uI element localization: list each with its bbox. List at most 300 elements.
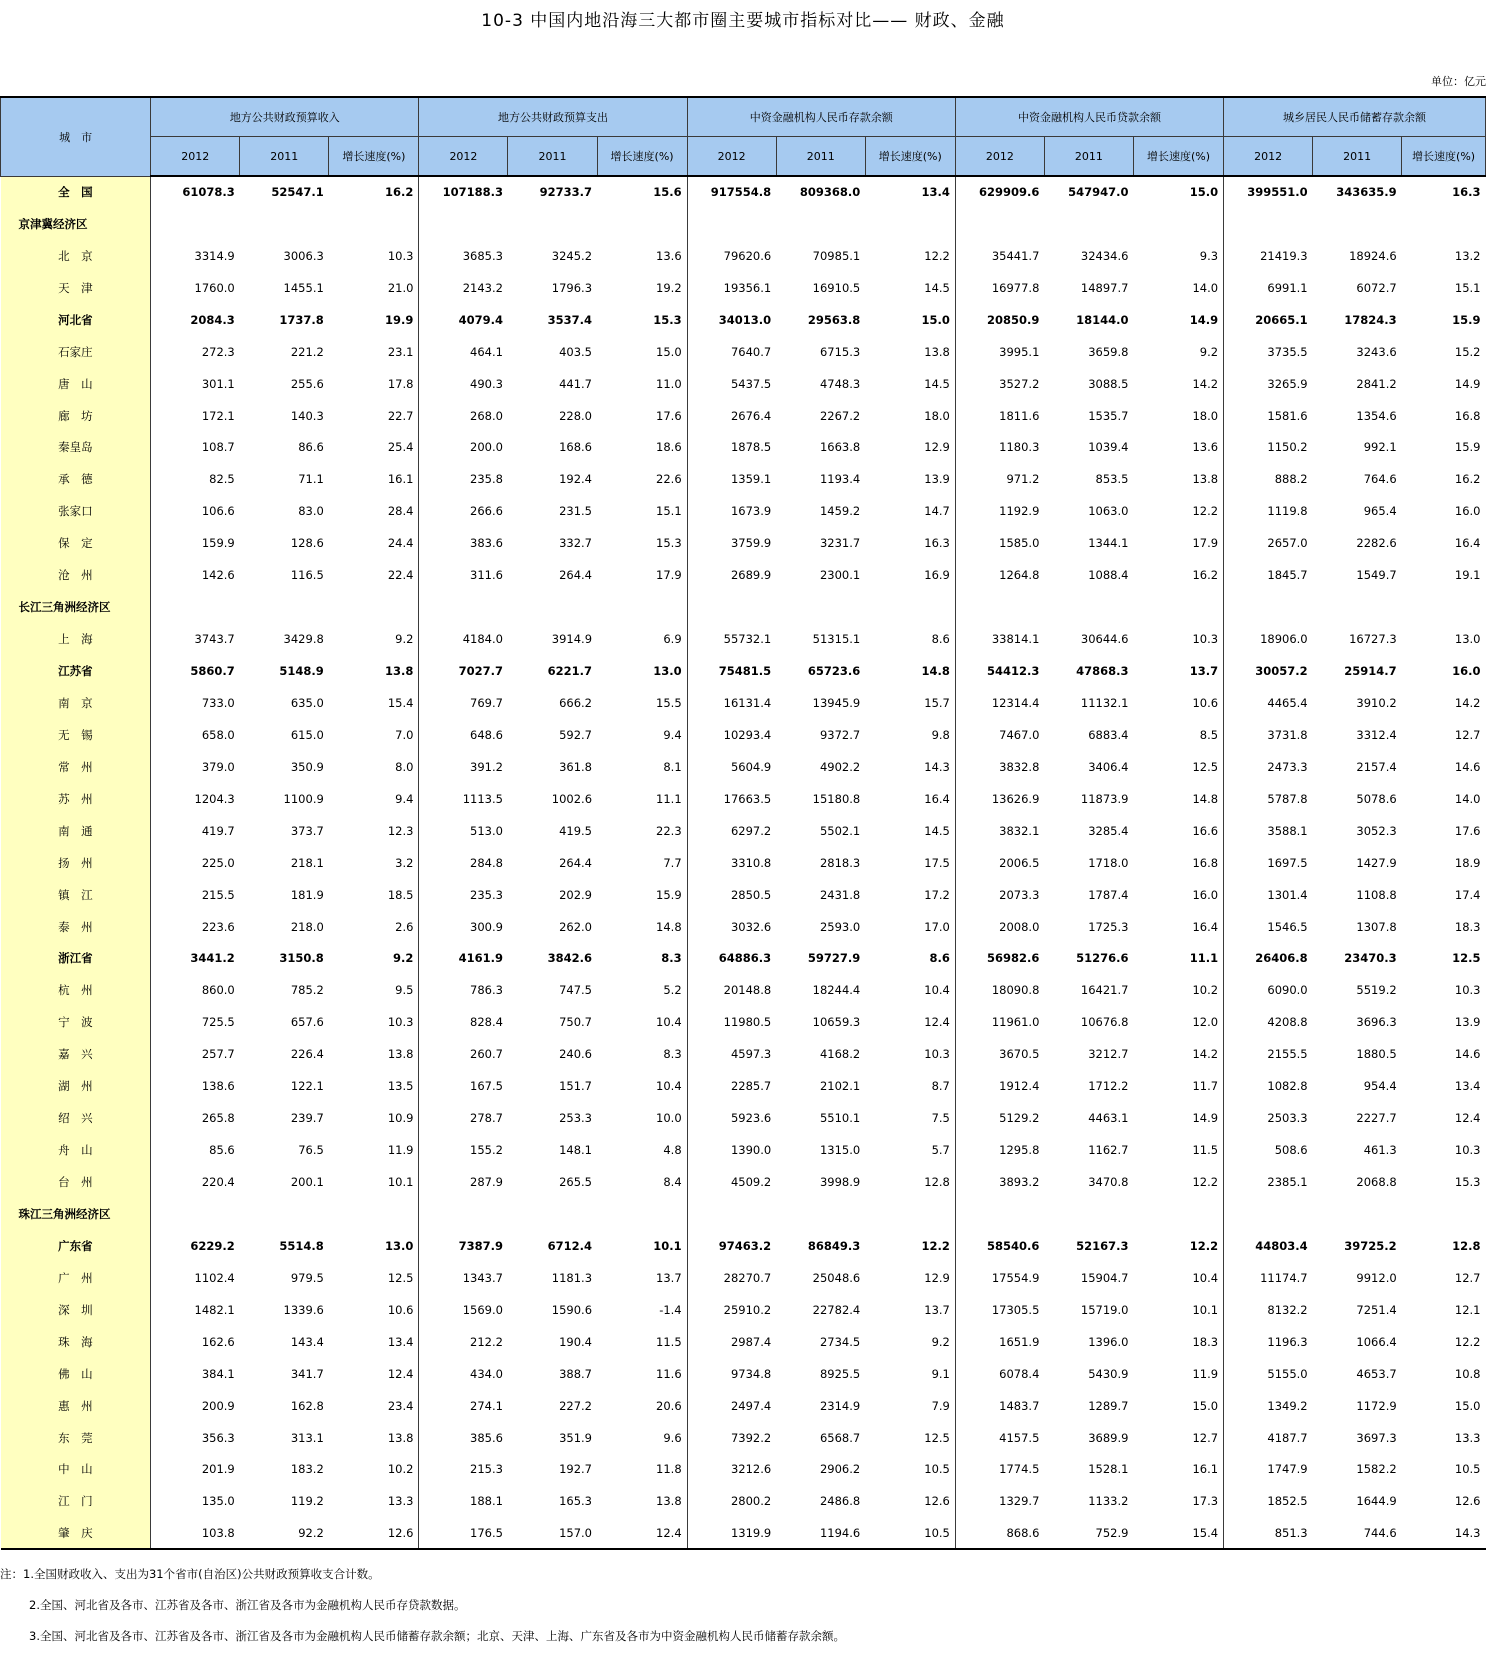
value-cell: 1192.9: [999, 504, 1040, 519]
subheader-cell: 2011: [240, 137, 329, 177]
value-cell: 2282.6: [1356, 536, 1397, 551]
value-cell: 9.2: [329, 623, 419, 655]
value-cell: 9912.0: [1356, 1270, 1397, 1285]
note-3: 3.全国、河北省及各市、江苏省及各市、浙江省及各市为金融机构人民币储蓄存款余额；北京、天津、上海、广东省及各市为中资金融机构人民币储蓄存款余额。: [29, 1629, 845, 1643]
value-cell: 20665.1: [1255, 312, 1308, 327]
value-cell: 3832.8: [999, 759, 1040, 774]
value-cell: 2300.1: [819, 568, 861, 583]
value-cell: 1172.9: [1356, 1398, 1397, 1413]
value-cell: 4597.3: [730, 1047, 772, 1062]
value-cell: 6568.7: [819, 1430, 861, 1445]
value-cell: [1133, 1198, 1223, 1230]
value-cell: 12.6: [329, 1517, 419, 1549]
row-label: 南 通: [1, 815, 151, 847]
subheader-cell: 2012: [1224, 137, 1313, 177]
value-cell: 2227.7: [1356, 1111, 1397, 1126]
value-cell: 4465.4: [1267, 695, 1308, 710]
value-cell: 10.8: [1454, 1366, 1481, 1381]
value-cell: 20148.8: [723, 983, 772, 998]
value-cell: 260.7: [470, 1047, 503, 1062]
value-cell: 255.6: [290, 376, 324, 391]
value-cell: 33814.1: [991, 632, 1040, 647]
value-cell: 1319.9: [687, 1517, 776, 1549]
value-cell: 5129.2: [999, 1111, 1040, 1126]
value-cell: 1359.1: [730, 472, 772, 487]
value-cell: 3731.8: [1267, 727, 1308, 742]
value-cell: 18244.4: [812, 983, 861, 998]
value-cell: 13.5: [329, 1070, 419, 1102]
value-cell: 4463.1: [1088, 1111, 1129, 1126]
value-cell: 14.2: [1133, 1038, 1223, 1070]
value-cell: 9.2: [329, 943, 419, 975]
value-cell: 1852.5: [1267, 1494, 1308, 1509]
value-cell: 8.3: [597, 943, 687, 975]
value-cell: [776, 1198, 865, 1230]
value-cell: 786.3: [470, 983, 503, 998]
value-cell: 1181.3: [551, 1270, 593, 1285]
value-cell: 1133.2: [1088, 1494, 1129, 1509]
value-cell: 5430.9: [1088, 1366, 1129, 1381]
value-cell: 5860.7: [190, 664, 235, 679]
value-cell: [419, 1198, 508, 1230]
value-cell: 16.1: [1133, 1454, 1223, 1486]
row-label: 无 锡: [1, 719, 151, 751]
value-cell: 28270.7: [723, 1270, 772, 1285]
value-cell: 1344.1: [1088, 536, 1129, 551]
value-cell: 8.6: [865, 623, 955, 655]
city-column-header: 城 市: [1, 97, 151, 176]
page-title: 10-3 中国内地沿海三大都市圈主要城市指标对比—— 财政、金融: [481, 11, 1005, 31]
subheader-cell: 2012: [419, 137, 508, 177]
value-cell: 1549.7: [1356, 568, 1397, 583]
value-cell: 51276.6: [1076, 951, 1129, 966]
row-label: 承 德: [1, 463, 151, 495]
value-cell: 3689.9: [1088, 1430, 1129, 1445]
value-cell: 10.3: [1133, 623, 1223, 655]
value-cell: 192.7: [559, 1462, 593, 1477]
value-cell: 1307.8: [1356, 919, 1397, 934]
value-cell: 3150.8: [279, 951, 324, 966]
table-row: [1, 1134, 1486, 1166]
value-cell: 11.8: [597, 1454, 687, 1486]
value-cell: 75481.5: [718, 664, 772, 679]
value-cell: 12.2: [1133, 1166, 1223, 1198]
table-row: [1, 879, 1486, 911]
value-cell: 10.0: [597, 1102, 687, 1134]
value-cell: 272.3: [201, 344, 235, 359]
value-cell: 17.9: [1133, 527, 1223, 559]
value-cell: 12.9: [865, 432, 955, 464]
value-cell: 7467.0: [999, 727, 1040, 742]
value-cell: 16.3: [865, 527, 955, 559]
value-cell: 361.8: [559, 759, 593, 774]
value-cell: 6712.4: [547, 1238, 593, 1253]
value-cell: [151, 208, 240, 240]
value-cell: 383.6: [470, 536, 503, 551]
value-cell: [1224, 208, 1313, 240]
value-cell: 266.6: [470, 504, 503, 519]
value-cell: 1289.7: [1088, 1398, 1129, 1413]
value-cell: 888.2: [1274, 472, 1308, 487]
value-cell: 12.4: [329, 1358, 419, 1390]
value-cell: 1725.3: [1088, 919, 1129, 934]
value-cell: 3088.5: [1088, 376, 1129, 391]
value-cell: 750.7: [559, 1015, 593, 1030]
value-cell: 264.4: [559, 855, 593, 870]
table-row: [1, 400, 1486, 432]
value-cell: 225.0: [201, 855, 235, 870]
value-cell: 221.2: [290, 344, 324, 359]
table-row: [1, 974, 1486, 1006]
value-cell: 12.4: [1454, 1111, 1481, 1126]
value-cell: 12.5: [329, 1262, 419, 1294]
value-cell: 22.6: [597, 463, 687, 495]
value-cell: 12.5: [1452, 951, 1481, 966]
value-cell: 1301.4: [1267, 887, 1308, 902]
value-cell: 13.8: [597, 1485, 687, 1517]
value-cell: 2267.2: [819, 408, 861, 423]
value-cell: [955, 1198, 1044, 1230]
value-cell: 22.3: [597, 815, 687, 847]
value-cell: 13.9: [865, 463, 955, 495]
zone-row: [1, 591, 1486, 623]
value-cell: 1581.6: [1267, 408, 1308, 423]
value-cell: 3696.3: [1356, 1015, 1397, 1030]
row-label: 唐 山: [1, 368, 151, 400]
table-row: [1, 1517, 1486, 1549]
value-cell: 2734.5: [819, 1334, 861, 1349]
value-cell: 143.4: [290, 1334, 324, 1349]
value-cell: 3995.1: [999, 344, 1040, 359]
value-cell: 8.5: [1133, 719, 1223, 751]
value-cell: 1162.7: [1088, 1143, 1129, 1158]
row-label: 廊 坊: [1, 400, 151, 432]
value-cell: 391.2: [470, 759, 503, 774]
value-cell: 16.2: [329, 176, 419, 208]
value-cell: 13626.9: [991, 791, 1040, 806]
value-cell: 1546.5: [1267, 919, 1308, 934]
value-cell: 7640.7: [730, 344, 772, 359]
value-cell: 15180.8: [812, 791, 861, 806]
value-cell: 1193.4: [819, 472, 861, 487]
value-cell: 13.8: [1133, 463, 1223, 495]
value-cell: 14897.7: [1080, 280, 1129, 295]
value-cell: 59727.9: [807, 951, 861, 966]
value-cell: 2008.0: [999, 919, 1040, 934]
value-cell: 15.0: [1454, 1398, 1481, 1413]
value-cell: 16.2: [1133, 559, 1223, 591]
value-cell: 658.0: [201, 727, 235, 742]
value-cell: 13.4: [1454, 1079, 1481, 1094]
value-cell: 1796.3: [551, 280, 593, 295]
value-cell: 12.2: [1133, 495, 1223, 527]
value-cell: 461.3: [1363, 1143, 1397, 1158]
value-cell: 3537.4: [547, 312, 593, 327]
value-cell: 20.6: [597, 1390, 687, 1422]
value-cell: 10.4: [597, 1006, 687, 1038]
value-cell: 264.4: [559, 568, 593, 583]
value-cell: 15.9: [1454, 440, 1481, 455]
table-row: [1, 1038, 1486, 1070]
value-cell: [240, 1198, 329, 1230]
value-cell: [1402, 591, 1486, 623]
value-cell: 14.8: [1133, 783, 1223, 815]
value-cell: 868.6: [955, 1517, 1044, 1549]
value-cell: 4509.2: [730, 1175, 772, 1190]
value-cell: 343635.9: [1336, 185, 1397, 200]
value-cell: 10.9: [329, 1102, 419, 1134]
value-cell: 10.4: [597, 1070, 687, 1102]
value-cell: 14.3: [865, 751, 955, 783]
value-cell: 6072.7: [1356, 280, 1397, 295]
value-cell: 202.9: [559, 887, 593, 902]
value-cell: 2068.8: [1356, 1175, 1397, 1190]
value-cell: 8.3: [597, 1038, 687, 1070]
value-cell: 12.6: [1454, 1494, 1481, 1509]
value-cell: [508, 591, 597, 623]
value-cell: 18.9: [1454, 855, 1481, 870]
value-cell: 11.1: [1133, 943, 1223, 975]
value-cell: 16131.4: [723, 695, 772, 710]
table-row: [1, 623, 1486, 655]
value-cell: 3285.4: [1088, 823, 1129, 838]
value-cell: 11873.9: [1080, 791, 1129, 806]
value-cell: 1180.3: [999, 440, 1040, 455]
value-cell: 19.9: [329, 304, 419, 336]
value-cell: 14.5: [865, 815, 955, 847]
value-cell: 192.4: [559, 472, 593, 487]
table-body: [1, 176, 1486, 1549]
value-cell: 235.3: [470, 887, 503, 902]
value-cell: 8925.5: [819, 1366, 861, 1381]
value-cell: 2503.3: [1267, 1111, 1308, 1126]
value-cell: 5.2: [597, 974, 687, 1006]
value-cell: 86849.3: [807, 1238, 861, 1253]
value-cell: 388.7: [559, 1366, 593, 1381]
value-cell: 3893.2: [999, 1175, 1040, 1190]
table-row: [1, 559, 1486, 591]
value-cell: 5078.6: [1356, 791, 1397, 806]
value-cell: 155.2: [470, 1143, 503, 1158]
value-cell: 16.8: [1133, 847, 1223, 879]
value-cell: 301.1: [201, 376, 235, 391]
value-cell: [687, 208, 776, 240]
value-cell: 12.6: [865, 1485, 955, 1517]
value-cell: 215.3: [470, 1462, 503, 1477]
value-cell: 3265.9: [1267, 376, 1308, 391]
value-cell: 3310.8: [730, 855, 772, 870]
value-cell: 828.4: [470, 1015, 503, 1030]
value-cell: 1787.4: [1088, 887, 1129, 902]
value-cell: [955, 591, 1044, 623]
value-cell: 28.4: [329, 495, 419, 527]
value-cell: 19.2: [597, 272, 687, 304]
value-cell: 16.4: [865, 783, 955, 815]
value-cell: 18.6: [597, 432, 687, 464]
value-cell: 13.8: [329, 655, 419, 687]
header-revenue: 地方公共财政预算收入: [151, 97, 419, 137]
value-cell: 1845.7: [1267, 568, 1308, 583]
value-cell: 15.6: [597, 176, 687, 208]
value-cell: 5148.9: [279, 664, 324, 679]
value-cell: 18090.8: [991, 983, 1040, 998]
value-cell: [1044, 591, 1133, 623]
value-cell: 764.6: [1363, 472, 1397, 487]
value-cell: 3245.2: [551, 248, 593, 263]
value-cell: 65723.6: [807, 664, 861, 679]
value-cell: 1644.9: [1356, 1494, 1397, 1509]
value-cell: 10.3: [1454, 983, 1481, 998]
subheader-cell: 增长速度(%): [1133, 137, 1223, 177]
value-cell: 15.9: [1452, 312, 1481, 327]
subheader-cell: 增长速度(%): [1402, 137, 1486, 177]
value-cell: 8.6: [865, 943, 955, 975]
value-cell: 12.8: [1452, 1238, 1481, 1253]
value-cell: 18.0: [1133, 400, 1223, 432]
value-cell: 379.0: [201, 759, 235, 774]
value-cell: 2906.2: [819, 1462, 861, 1477]
row-label: 绍 兴: [1, 1102, 151, 1134]
table-row: [1, 1358, 1486, 1390]
value-cell: 13.6: [597, 240, 687, 272]
value-cell: -1.4: [597, 1294, 687, 1326]
value-cell: 11.9: [1133, 1358, 1223, 1390]
value-cell: 385.6: [470, 1430, 503, 1445]
value-cell: 265.5: [559, 1175, 593, 1190]
value-cell: 3998.9: [819, 1175, 861, 1190]
value-cell: 257.7: [201, 1047, 235, 1062]
value-cell: 12.7: [1133, 1422, 1223, 1454]
value-cell: 2385.1: [1267, 1175, 1308, 1190]
value-cell: 1774.5: [999, 1462, 1040, 1477]
notes: [0, 1566, 845, 1659]
value-cell: 8.0: [329, 751, 419, 783]
value-cell: 1590.6: [551, 1302, 593, 1317]
value-cell: 17.6: [597, 400, 687, 432]
row-label: 广 州: [1, 1262, 151, 1294]
value-cell: 26406.8: [1255, 951, 1308, 966]
value-cell: 17.2: [865, 879, 955, 911]
value-cell: 1315.0: [819, 1143, 861, 1158]
subheader-cell: 2011: [508, 137, 597, 177]
value-cell: 17.0: [865, 911, 955, 943]
value-cell: 10659.3: [812, 1015, 861, 1030]
value-cell: 10.5: [865, 1454, 955, 1486]
value-cell: 17.6: [1454, 823, 1481, 838]
value-cell: 3052.3: [1356, 823, 1397, 838]
table-row: [1, 1422, 1486, 1454]
value-cell: 16.8: [1454, 408, 1481, 423]
value-cell: [1133, 591, 1223, 623]
value-cell: [1313, 208, 1402, 240]
value-cell: 18924.6: [1349, 248, 1397, 263]
value-cell: 135.0: [201, 1494, 235, 1509]
value-cell: 1113.5: [462, 791, 503, 806]
value-cell: 7387.9: [458, 1238, 503, 1253]
value-cell: 16421.7: [1080, 983, 1129, 998]
value-cell: 25914.7: [1344, 664, 1397, 679]
value-cell: 218.0: [290, 919, 324, 934]
value-cell: [865, 208, 955, 240]
value-cell: 752.9: [1044, 1517, 1133, 1549]
value-cell: 3470.8: [1088, 1175, 1129, 1190]
value-cell: 22.7: [329, 400, 419, 432]
value-cell: 1712.2: [1088, 1079, 1129, 1094]
table-row: [1, 847, 1486, 879]
value-cell: 2850.5: [730, 887, 772, 902]
row-label: 泰 州: [1, 911, 151, 943]
row-label: 珠 海: [1, 1326, 151, 1358]
value-cell: 5604.9: [730, 759, 772, 774]
value-cell: 10.5: [865, 1517, 955, 1549]
value-cell: 1343.7: [462, 1270, 503, 1285]
value-cell: 965.4: [1363, 504, 1397, 519]
value-cell: 1878.5: [730, 440, 772, 455]
value-cell: 215.5: [201, 887, 235, 902]
value-cell: 148.1: [559, 1143, 593, 1158]
subheader-cell: 增长速度(%): [597, 137, 687, 177]
value-cell: 508.6: [1274, 1143, 1308, 1158]
value-cell: 6.9: [597, 623, 687, 655]
value-cell: 17.5: [865, 847, 955, 879]
value-cell: 13.2: [1454, 248, 1481, 263]
value-cell: [1044, 208, 1133, 240]
value-cell: [329, 208, 419, 240]
value-cell: 11980.5: [723, 1015, 772, 1030]
row-label: 河北省: [1, 304, 151, 336]
value-cell: 747.5: [559, 983, 593, 998]
value-cell: [508, 208, 597, 240]
value-cell: 10293.4: [723, 727, 772, 742]
value-cell: [597, 591, 687, 623]
value-cell: 992.1: [1363, 440, 1397, 455]
value-cell: 6078.4: [999, 1366, 1040, 1381]
value-cell: 21419.3: [1260, 248, 1308, 263]
value-cell: 3685.3: [462, 248, 503, 263]
value-cell: 513.0: [470, 823, 503, 838]
value-cell: 1737.8: [279, 312, 324, 327]
value-cell: 35441.7: [991, 248, 1040, 263]
value-cell: 15.1: [1454, 280, 1481, 295]
value-cell: 592.7: [559, 727, 593, 742]
value-cell: 10.4: [865, 974, 955, 1006]
value-cell: [419, 591, 508, 623]
value-cell: 9372.7: [819, 727, 861, 742]
value-cell: 4168.2: [819, 1047, 861, 1062]
value-cell: 17.3: [1133, 1485, 1223, 1517]
value-cell: 12.7: [1454, 1270, 1481, 1285]
value-cell: 13945.9: [812, 695, 861, 710]
value-cell: 2800.2: [730, 1494, 772, 1509]
value-cell: 16.6: [1133, 815, 1223, 847]
value-cell: 1535.7: [1088, 408, 1129, 423]
value-cell: 183.2: [290, 1462, 324, 1477]
row-label: 苏 州: [1, 783, 151, 815]
value-cell: 384.1: [201, 1366, 235, 1381]
value-cell: 22.4: [329, 559, 419, 591]
value-cell: 32434.6: [1080, 248, 1129, 263]
value-cell: 3212.6: [730, 1462, 772, 1477]
value-cell: 1194.6: [776, 1517, 865, 1549]
value-cell: [419, 208, 508, 240]
value-cell: 1651.9: [999, 1334, 1040, 1349]
value-cell: 239.7: [290, 1111, 324, 1126]
value-cell: 853.5: [1095, 472, 1129, 487]
value-cell: 15.5: [597, 687, 687, 719]
value-cell: 17824.3: [1344, 312, 1397, 327]
value-cell: 14.0: [1133, 272, 1223, 304]
value-cell: 8.4: [597, 1166, 687, 1198]
